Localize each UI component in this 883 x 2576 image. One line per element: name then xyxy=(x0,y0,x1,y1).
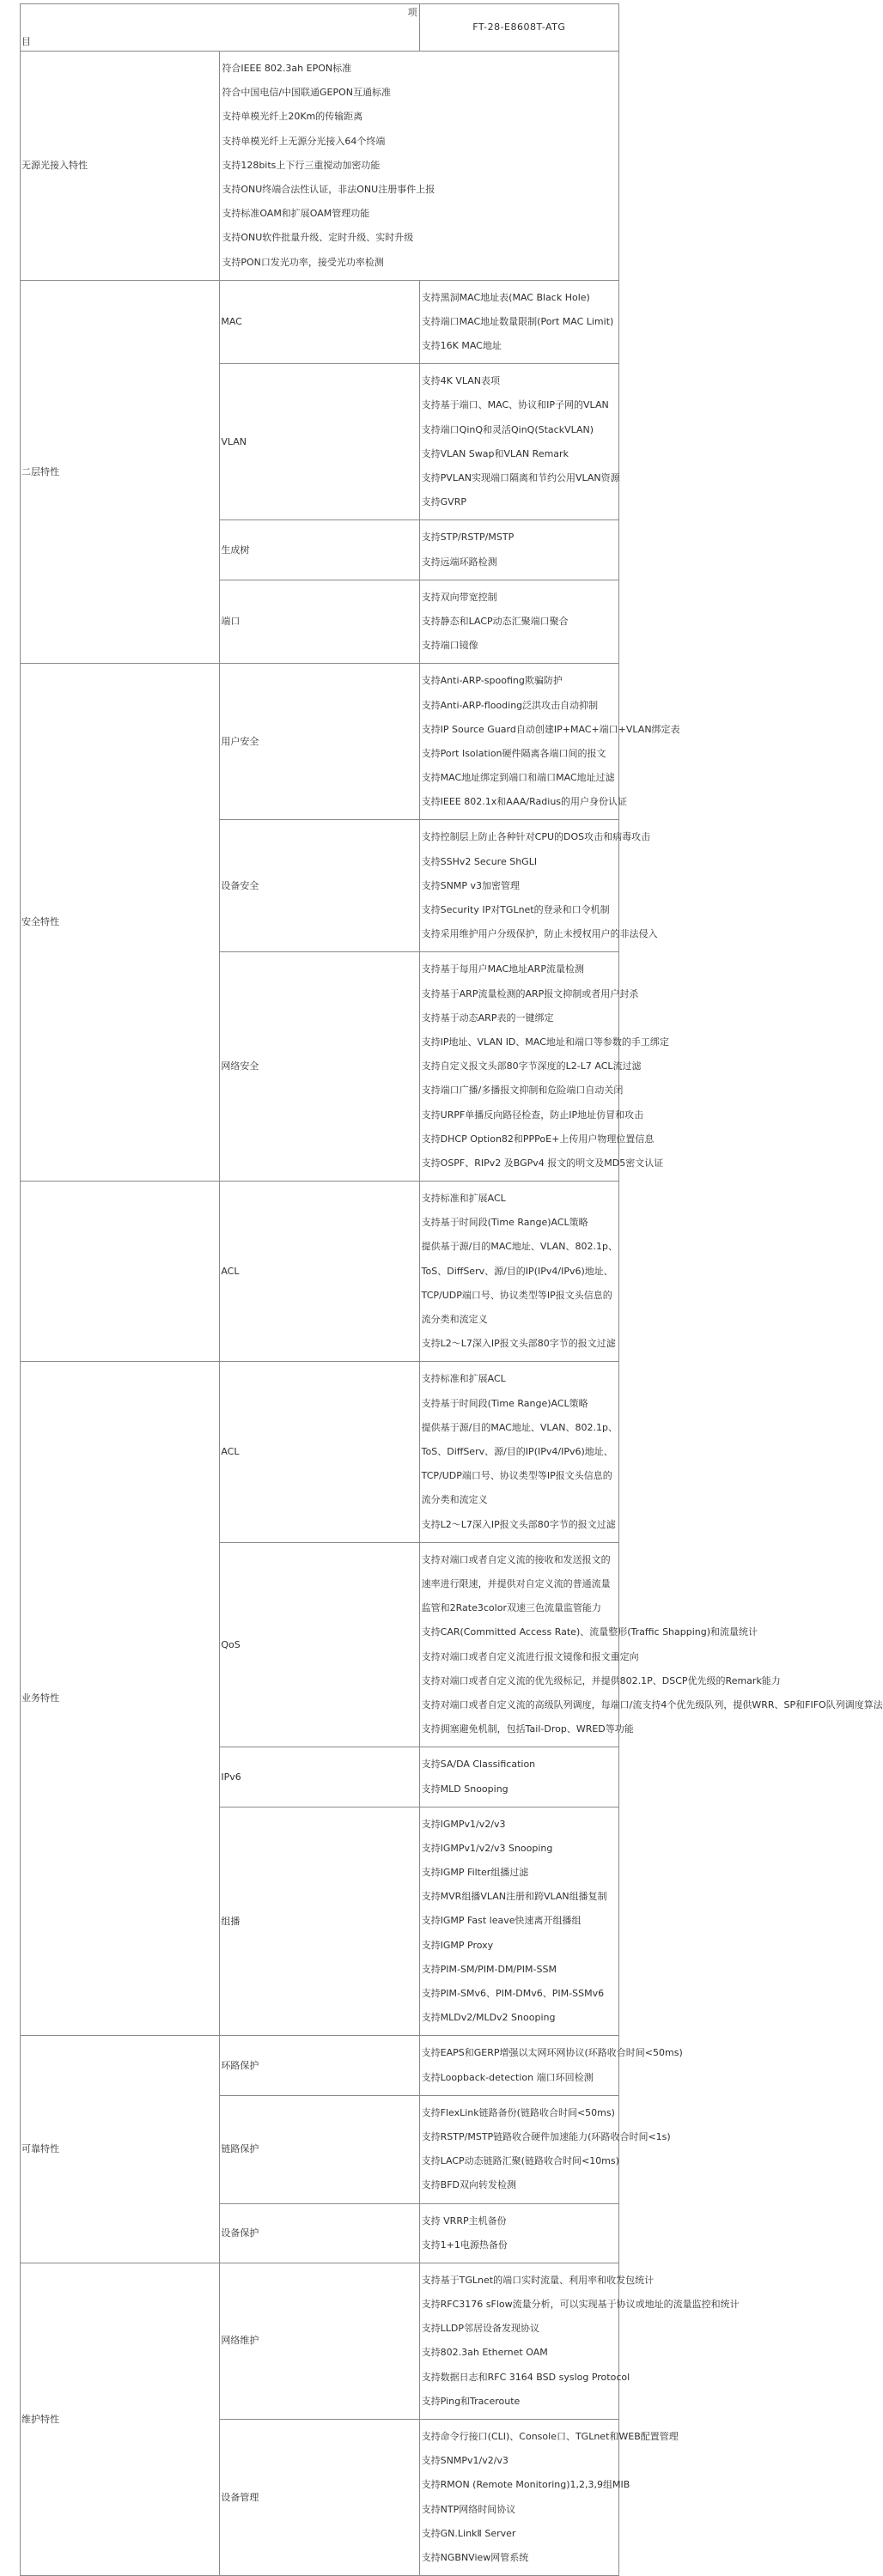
feature-list-cell xyxy=(419,2263,740,2419)
feature-item: 支持对端口或者自定义流进行报文镜像和报文重定向 xyxy=(421,1650,639,1662)
spec-row xyxy=(21,2036,619,2095)
feature-item: 支持基于端口、MAC、协议和IP子网的VLAN xyxy=(421,399,609,411)
feature-item: 支持端口QinQ和灵活QinQ(StackVLAN) xyxy=(421,423,594,435)
feature-list-cell xyxy=(419,1182,618,1362)
feature-item: 支持基于时间段(Time Range)ACL策略 xyxy=(421,1217,588,1229)
feature-item: 支持MVR组播VLAN注册和跨VLAN组播复制 xyxy=(421,1891,607,1903)
category-cell: 维护特性 xyxy=(21,2263,220,2575)
subgroup-cell: 生成树 xyxy=(220,520,419,580)
feature-item: 支持Port Isolation硬件隔离各端口间的报文 xyxy=(421,747,606,759)
feature-item: 支持IEEE 802.1x和AAA/Radius的用户身份认证 xyxy=(421,796,628,808)
category-cell xyxy=(21,1182,220,1362)
feature-item: 支持GVRP xyxy=(421,496,466,508)
feature-item: 支持MAC地址绑定到端口和端口MAC地址过滤 xyxy=(421,772,615,784)
spec-table xyxy=(20,3,883,2576)
feature-item: 支持EAPS和GERP增强以太网环网协议(环路收合时间<50ms) xyxy=(421,2047,683,2059)
feature-item: 支持双向带宽控制 xyxy=(421,591,497,603)
feature-list-cell xyxy=(419,820,658,952)
feature-item: 支持静态和LACP动态汇聚端口聚合 xyxy=(421,615,569,627)
spec-row xyxy=(21,52,619,281)
subgroup-cell: 网络安全 xyxy=(220,952,419,1182)
category-cell: 无源光接入特性 xyxy=(21,52,220,281)
feature-list-cell xyxy=(419,364,618,520)
feature-list-cell xyxy=(419,280,618,364)
feature-item: 支持SNMPv1/v2/v3 xyxy=(421,2455,508,2467)
feature-item: 支持基于TGLnet的端口实时流量、利用率和收发包统计 xyxy=(421,2274,655,2286)
feature-item: 支持L2～L7深入IP报文头部80字节的报文过滤 xyxy=(421,1338,616,1350)
feature-item: 支持端口MAC地址数量限制(Port MAC Limit) xyxy=(421,315,614,327)
feature-item: 支持NGBNView网管系统 xyxy=(421,2551,529,2563)
feature-item: 支持单模光纤上20Km的传输距离 xyxy=(222,111,363,123)
feature-item: 支持远端环路检测 xyxy=(421,556,497,568)
feature-item: 支持IGMP Fast leave快速离开组播组 xyxy=(421,1915,582,1927)
feature-item: 支持IGMPv1/v2/v3 Snooping xyxy=(421,1842,553,1854)
subgroup-cell: 设备保护 xyxy=(220,2203,419,2263)
spec-row xyxy=(21,1182,619,1362)
feature-item: 支持基于ARP流量检测的ARP报文抑制或者用户封杀 xyxy=(421,987,639,999)
feature-item: 支持标准OAM和扩展OAM管理功能 xyxy=(222,208,370,220)
feature-list-cell xyxy=(419,2203,618,2263)
feature-item: 支持Security IP对TGLnet的登录和口令机制 xyxy=(421,904,610,915)
model-name: FT-28-E8608T-ATG xyxy=(419,4,618,52)
feature-item: 支持16K MAC地址 xyxy=(421,340,502,352)
feature-item: 支持LACP动态链路汇聚(链路收合时间<10ms) xyxy=(421,2155,619,2167)
subgroup-cell: ACL xyxy=(220,1362,419,1542)
feature-item: 支持URPF单播反向路径检查，防止IP地址仿冒和攻击 xyxy=(421,1109,644,1121)
feature-item: 支持对端口或者自定义流的优先级标记，并提供802.1P、DSCP优先级的Remark能力 xyxy=(421,1674,781,1686)
feature-item: 支持对端口或者自定义流的高级队列调度，每端口/流支持4个优先级队列，提供WRR、SP和FIFO队列调度算法 xyxy=(421,1698,883,1710)
feature-item: 支持基于时间段(Time Range)ACL策略 xyxy=(421,1397,588,1409)
category-cell: 可靠特性 xyxy=(21,2036,220,2263)
feature-list-cell xyxy=(419,1362,618,1542)
feature-item: 支持DHCP Option82和PPPoE+上传用户物理位置信息 xyxy=(421,1133,655,1145)
feature-item: 支持SA/DA Classification xyxy=(421,1759,536,1771)
header-label-top: 项 xyxy=(407,7,417,18)
subgroup-cell: 环路保护 xyxy=(220,2036,419,2095)
feature-item: 支持IP Source Guard自动创建IP+MAC+端口+VLAN绑定表 xyxy=(421,723,680,735)
feature-item: 支持PIM-SM/PIM-DM/PIM-SSM xyxy=(421,1963,557,1975)
subgroup-cell: 设备管理 xyxy=(220,2420,419,2576)
feature-item: 提供基于源/目的MAC地址、VLAN、802.1p、ToS、DiffServ、源/目的IP(IPv4/IPv6)地址、TCP/UDP端口号、协议类型等IP报文头信息的流分类和流定义 xyxy=(421,1241,618,1326)
feature-item: 支持BFD双向转发检测 xyxy=(421,2179,516,2191)
feature-item: 支持NTP网络时间协议 xyxy=(421,2503,516,2515)
feature-item: 支持标准和扩展ACL xyxy=(421,1373,506,1385)
feature-item: 支持RSTP/MSTP链路收合硬件加速能力(环路收合时间<1s) xyxy=(421,2130,671,2142)
feature-item: 符合IEEE 802.3ah EPON标准 xyxy=(222,63,352,74)
feature-item: 支持标准和扩展ACL xyxy=(421,1193,506,1205)
feature-list-cell xyxy=(419,1807,618,2036)
feature-item: 符合中国电信/中国联通GEPON互通标准 xyxy=(222,87,392,99)
feature-list-cell xyxy=(419,580,618,664)
feature-item: 支持对端口或者自定义流的接收和发送报文的速率进行限速，并提供对自定义流的普通流量监管和2Rate3color双速三色流量监管能力 xyxy=(421,1553,611,1614)
feature-item: 支持端口广播/多播报文抑制和危险端口自动关闭 xyxy=(421,1084,624,1097)
feature-item: 支持PON口发光功率，接受光功率检测 xyxy=(222,256,384,268)
feature-item: 支持ONU软件批量升级、定时升级、实时升级 xyxy=(222,232,414,244)
feature-item: 支持Anti-ARP-flooding泛洪攻击自动抑制 xyxy=(421,699,599,711)
spec-row xyxy=(21,664,619,820)
feature-item: 支持Loopback-detection 端口环回检测 xyxy=(421,2071,594,2083)
subgroup-cell: QoS xyxy=(220,1542,419,1747)
subgroup-cell: 链路保护 xyxy=(220,2095,419,2203)
feature-list-cell xyxy=(419,1747,618,1807)
category-cell: 二层特性 xyxy=(21,280,220,664)
feature-item: 支持 VRRP主机备份 xyxy=(421,2215,507,2227)
header-label-bottom: 目 xyxy=(21,36,31,47)
feature-list-cell xyxy=(419,520,618,580)
feature-item: 支持SSHv2 Secure ShGLI xyxy=(421,855,538,867)
subgroup-cell: 端口 xyxy=(220,580,419,664)
feature-item: 支持Anti-ARP-spoofing欺骗防护 xyxy=(421,675,563,687)
feature-list-cell xyxy=(220,52,619,281)
feature-item: 支持OSPF、RIPv2 及BGPv4 报文的明文及MD5密文认证 xyxy=(421,1157,664,1169)
feature-item: 支持MLD Snooping xyxy=(421,1783,508,1795)
feature-item: 支持PVLAN实现端口隔离和节约公用VLAN资源 xyxy=(421,472,620,483)
header-label-cell xyxy=(21,4,420,52)
feature-item: 支持CAR(Committed Access Rate)、流量整形(Traffic Shapping)和流量统计 xyxy=(421,1626,758,1638)
subgroup-cell: VLAN xyxy=(220,364,419,520)
feature-item: 支持1+1电源热备份 xyxy=(421,2239,508,2251)
feature-item: 支持PIM-SMv6、PIM-DMv6、PIM-SSMv6 xyxy=(421,1988,605,2000)
subgroup-cell: IPv6 xyxy=(220,1747,419,1807)
subgroup-cell: MAC xyxy=(220,280,419,364)
feature-item: 支持采用维护用户分级保护，防止未授权用户的非法侵入 xyxy=(421,928,658,940)
feature-item: 支持GN.LinkⅡ Server xyxy=(421,2527,516,2539)
subgroup-cell: ACL xyxy=(220,1182,419,1362)
feature-list-cell xyxy=(419,2036,683,2095)
feature-item: 支持IGMP Filter组播过滤 xyxy=(421,1867,529,1879)
subgroup-cell: 网络维护 xyxy=(220,2263,419,2419)
feature-list-cell xyxy=(419,1542,883,1747)
feature-item: 支持拥塞避免机制，包括Tail-Drop、WRED等功能 xyxy=(421,1723,634,1735)
subgroup-cell: 设备安全 xyxy=(220,820,419,952)
spec-row xyxy=(21,280,619,364)
subgroup-cell: 用户安全 xyxy=(220,664,419,820)
category-cell: 安全特性 xyxy=(21,664,220,1182)
feature-item: 支持SNMP v3加密管理 xyxy=(421,879,520,891)
feature-item: 支持自定义报文头部80字节深度的L2-L7 ACL流过滤 xyxy=(421,1060,642,1072)
feature-item: 支持4K VLAN表项 xyxy=(421,375,501,387)
feature-item: 支持命令行接口(CLI)、Console口、TGLnet和WEB配置管理 xyxy=(421,2431,679,2443)
feature-item: 支持LLDP邻居设备发现协议 xyxy=(421,2323,540,2335)
feature-list-cell xyxy=(419,2420,679,2576)
feature-item: 支持802.3ah Ethernet OAM xyxy=(421,2347,548,2359)
category-cell: 业务特性 xyxy=(21,1362,220,2036)
subgroup-cell: 组播 xyxy=(220,1807,419,2036)
feature-item: 支持基于每用户MAC地址ARP流量检测 xyxy=(421,963,584,975)
feature-item: 支持RFC3176 sFlow流量分析，可以实现基于协议或地址的流量监控和统计 xyxy=(421,2299,740,2311)
header-row xyxy=(21,4,619,52)
spec-table-body xyxy=(21,4,883,2576)
feature-item: 支持IGMP Proxy xyxy=(421,1939,494,1951)
feature-item: 支持L2～L7深入IP报文头部80字节的报文过滤 xyxy=(421,1518,616,1530)
feature-item: 提供基于源/目的MAC地址、VLAN、802.1p、ToS、DiffServ、源/目的IP(IPv4/IPv6)地址、TCP/UDP端口号、协议类型等IP报文头信息的流分类和流定义 xyxy=(421,1421,618,1506)
spec-row xyxy=(21,1362,619,1542)
feature-item: 支持IGMPv1/v2/v3 xyxy=(421,1818,506,1830)
feature-item: 支持STP/RSTP/MSTP xyxy=(421,532,515,544)
feature-item: 支持RMON (Remote Monitoring)1,2,3,9组MIB xyxy=(421,2479,630,2491)
feature-list-cell xyxy=(419,664,680,820)
feature-list-cell xyxy=(419,952,669,1182)
feature-item: 支持ONU终端合法性认证，非法ONU注册事件上报 xyxy=(222,183,435,195)
feature-item: 支持Ping和Traceroute xyxy=(421,2395,521,2407)
feature-item: 支持端口镜像 xyxy=(421,640,478,652)
feature-item: 支持控制层上防止各种针对CPU的DOS攻击和病毒攻击 xyxy=(421,831,651,843)
feature-item: 支持基于动态ARP表的一键绑定 xyxy=(421,1012,554,1024)
feature-list-cell xyxy=(419,2095,671,2203)
feature-item: 支持黑洞MAC地址表(MAC Black Hole) xyxy=(421,291,590,303)
feature-item: 支持数据日志和RFC 3164 BSD syslog Protocol xyxy=(421,2371,630,2383)
feature-item: 支持FlexLink链路备份(链路收合时间<50ms) xyxy=(421,2106,615,2118)
feature-item: 支持128bits上下行三重搅动加密功能 xyxy=(222,159,381,171)
feature-item: 支持MLDv2/MLDv2 Snooping xyxy=(421,2012,556,2024)
feature-item: 支持单模光纤上无源分光接入64个终端 xyxy=(222,135,386,147)
spec-row xyxy=(21,2263,619,2419)
feature-item: 支持VLAN Swap和VLAN Remark xyxy=(421,447,569,459)
feature-item: 支持IP地址、VLAN ID、MAC地址和端口等参数的手工绑定 xyxy=(421,1036,669,1048)
